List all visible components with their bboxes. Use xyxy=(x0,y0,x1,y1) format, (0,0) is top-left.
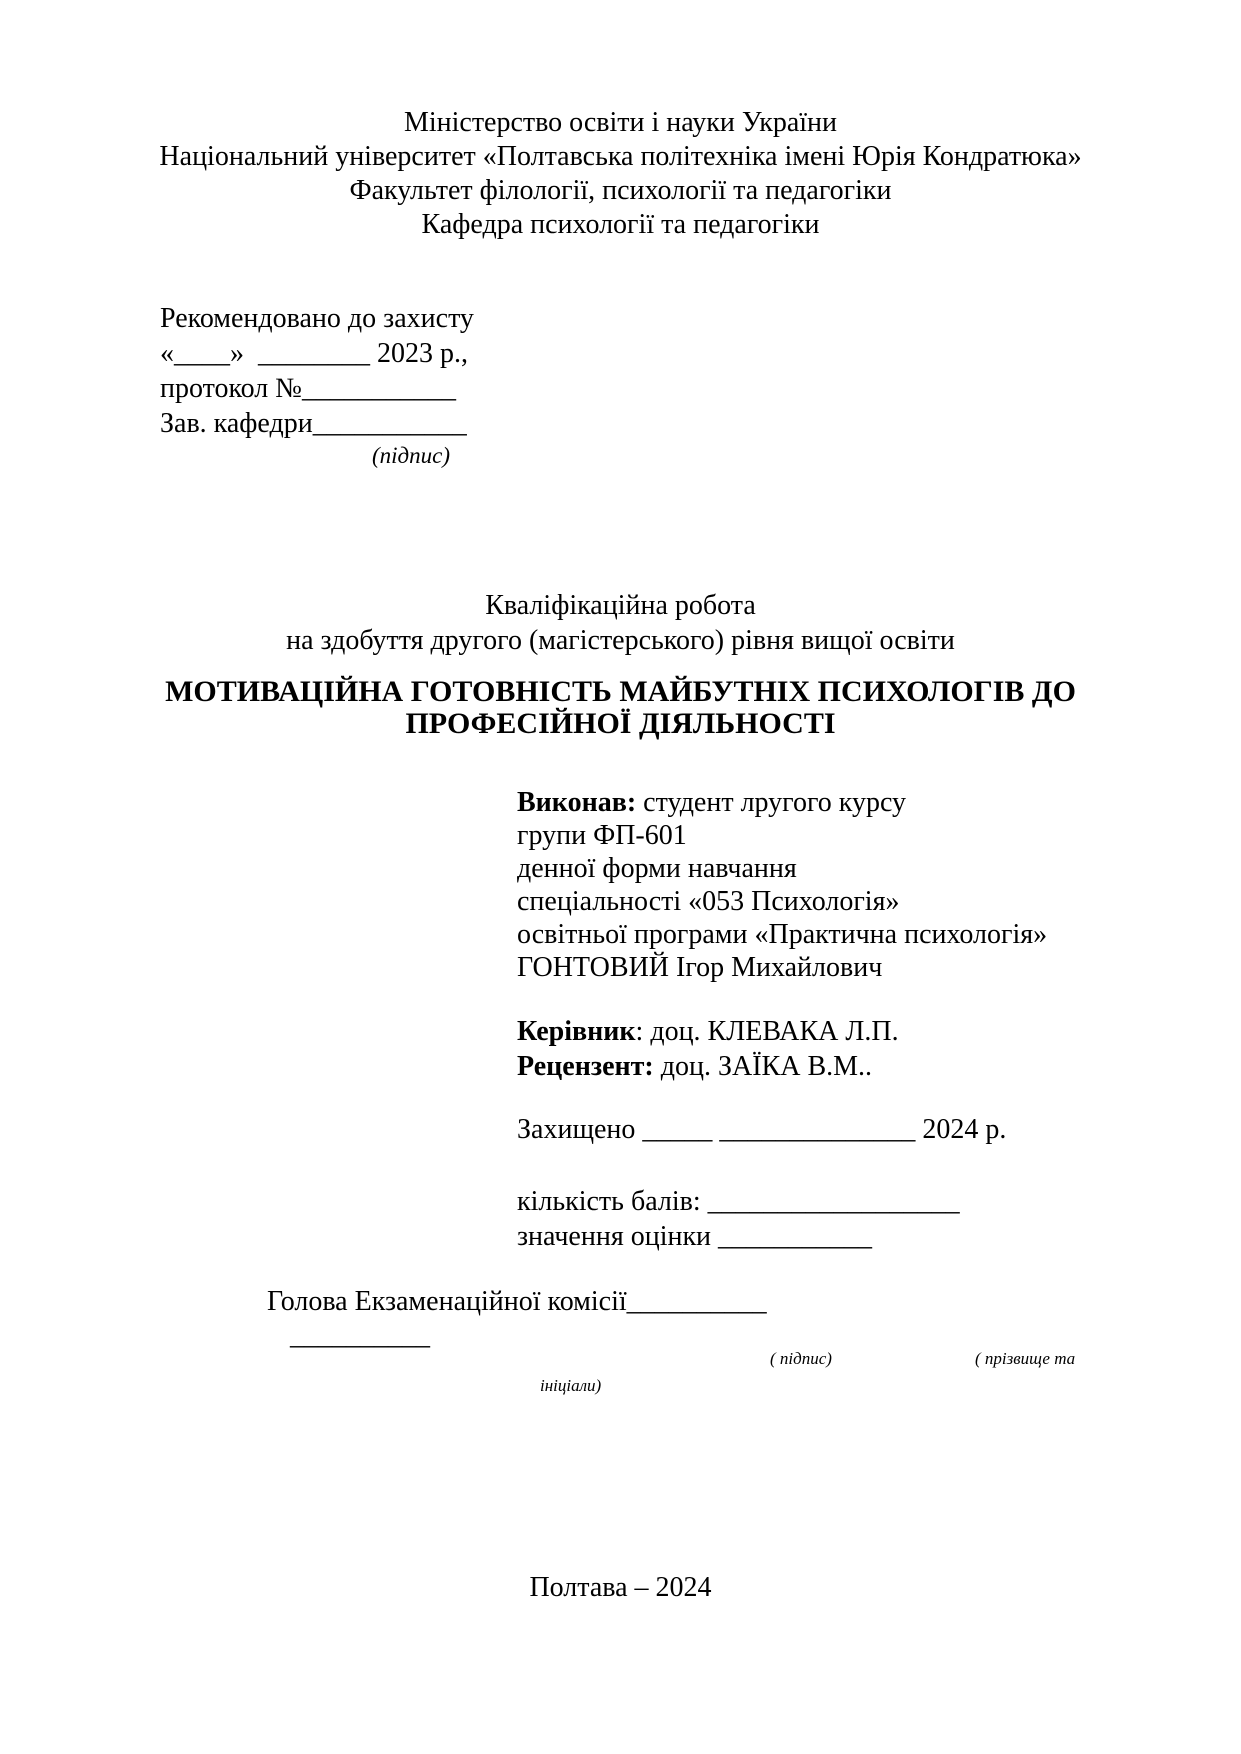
reviewer-label: Рецензент: xyxy=(517,1051,654,1082)
grade-value-line: значення оцінки ___________ xyxy=(517,1221,873,1252)
recommendation-block xyxy=(160,301,474,441)
recommendation-date-line: «____» ________ 2023 р., xyxy=(160,338,468,369)
degree-level-line: на здобуття другого (магістерського) рівня вищої освіти xyxy=(286,625,955,656)
advisor-value: : доц. КЛЕВАКА Л.П. xyxy=(635,1016,899,1047)
qualification-block xyxy=(0,588,1241,658)
thesis-title xyxy=(0,676,1241,740)
performed-by-label: Виконав: xyxy=(517,787,637,818)
ministry-line: Міністерство освіти і науки України xyxy=(403,107,838,138)
author-block xyxy=(517,786,1047,984)
study-form-line: денної форми навчання xyxy=(517,853,797,884)
thesis-title-line-2: ПРОФЕСІЙНОЇ ДІЯЛЬНОСТІ xyxy=(405,707,836,740)
protocol-number-line: протокол №___________ xyxy=(160,373,456,404)
group-line: групи ФП-601 xyxy=(517,820,687,851)
recommendation-title: Рекомендовано до захисту xyxy=(160,303,474,334)
reviewer-value: доц. ЗАЇКА В.М.. xyxy=(660,1051,873,1082)
score-block xyxy=(517,1184,960,1254)
points-count-line: кількість балів: __________________ xyxy=(517,1186,960,1217)
committee-surname-caption: ( прізвище та xyxy=(975,1349,1076,1368)
signature-caption: (підпис) xyxy=(372,443,451,468)
qualification-work-line: Кваліфікаційна робота xyxy=(485,590,756,621)
faculty-line: Факультет філології, психології та педагогіки xyxy=(349,175,892,206)
performed-by-value: студент лругого курсу xyxy=(643,787,907,818)
author-name-line: ГОНТОВИЙ Ігор Михайлович xyxy=(517,952,883,983)
reviewer-line xyxy=(517,1049,899,1084)
department-line: Кафедра психології та педагогіки xyxy=(421,209,820,240)
city-year-line: Полтава – 2024 xyxy=(529,1572,712,1603)
committee-chair-line: Голова Екзаменаційної комісії__________ xyxy=(267,1286,767,1317)
advisor-label: Керівник xyxy=(517,1016,636,1047)
thesis-title-line-1: МОТИВАЦІЙНА ГОТОВНІСТЬ МАЙБУТНІХ ПСИХОЛОГІВ ДО xyxy=(165,675,1076,708)
committee-signature-blank: __________ xyxy=(290,1320,430,1351)
committee-signature-caption: ( підпис) xyxy=(770,1349,832,1368)
speciality-line: спеціальності «053 Психологія» xyxy=(517,886,900,917)
performed-by-line xyxy=(517,786,1047,819)
advisor-line xyxy=(517,1014,899,1049)
university-line: Національний університет «Полтавська політехніка імені Юрія Кондратюка» xyxy=(159,141,1082,172)
department-head-line: Зав. кафедри___________ xyxy=(160,408,467,439)
institution-header xyxy=(0,106,1241,242)
supervisor-block xyxy=(517,1014,899,1084)
program-line: освітньої програми «Практична психологія» xyxy=(517,919,1048,950)
committee-initials-caption: ініціали) xyxy=(540,1376,602,1395)
defense-date-line: Захищено _____ ______________ 2024 р. xyxy=(517,1114,1007,1145)
